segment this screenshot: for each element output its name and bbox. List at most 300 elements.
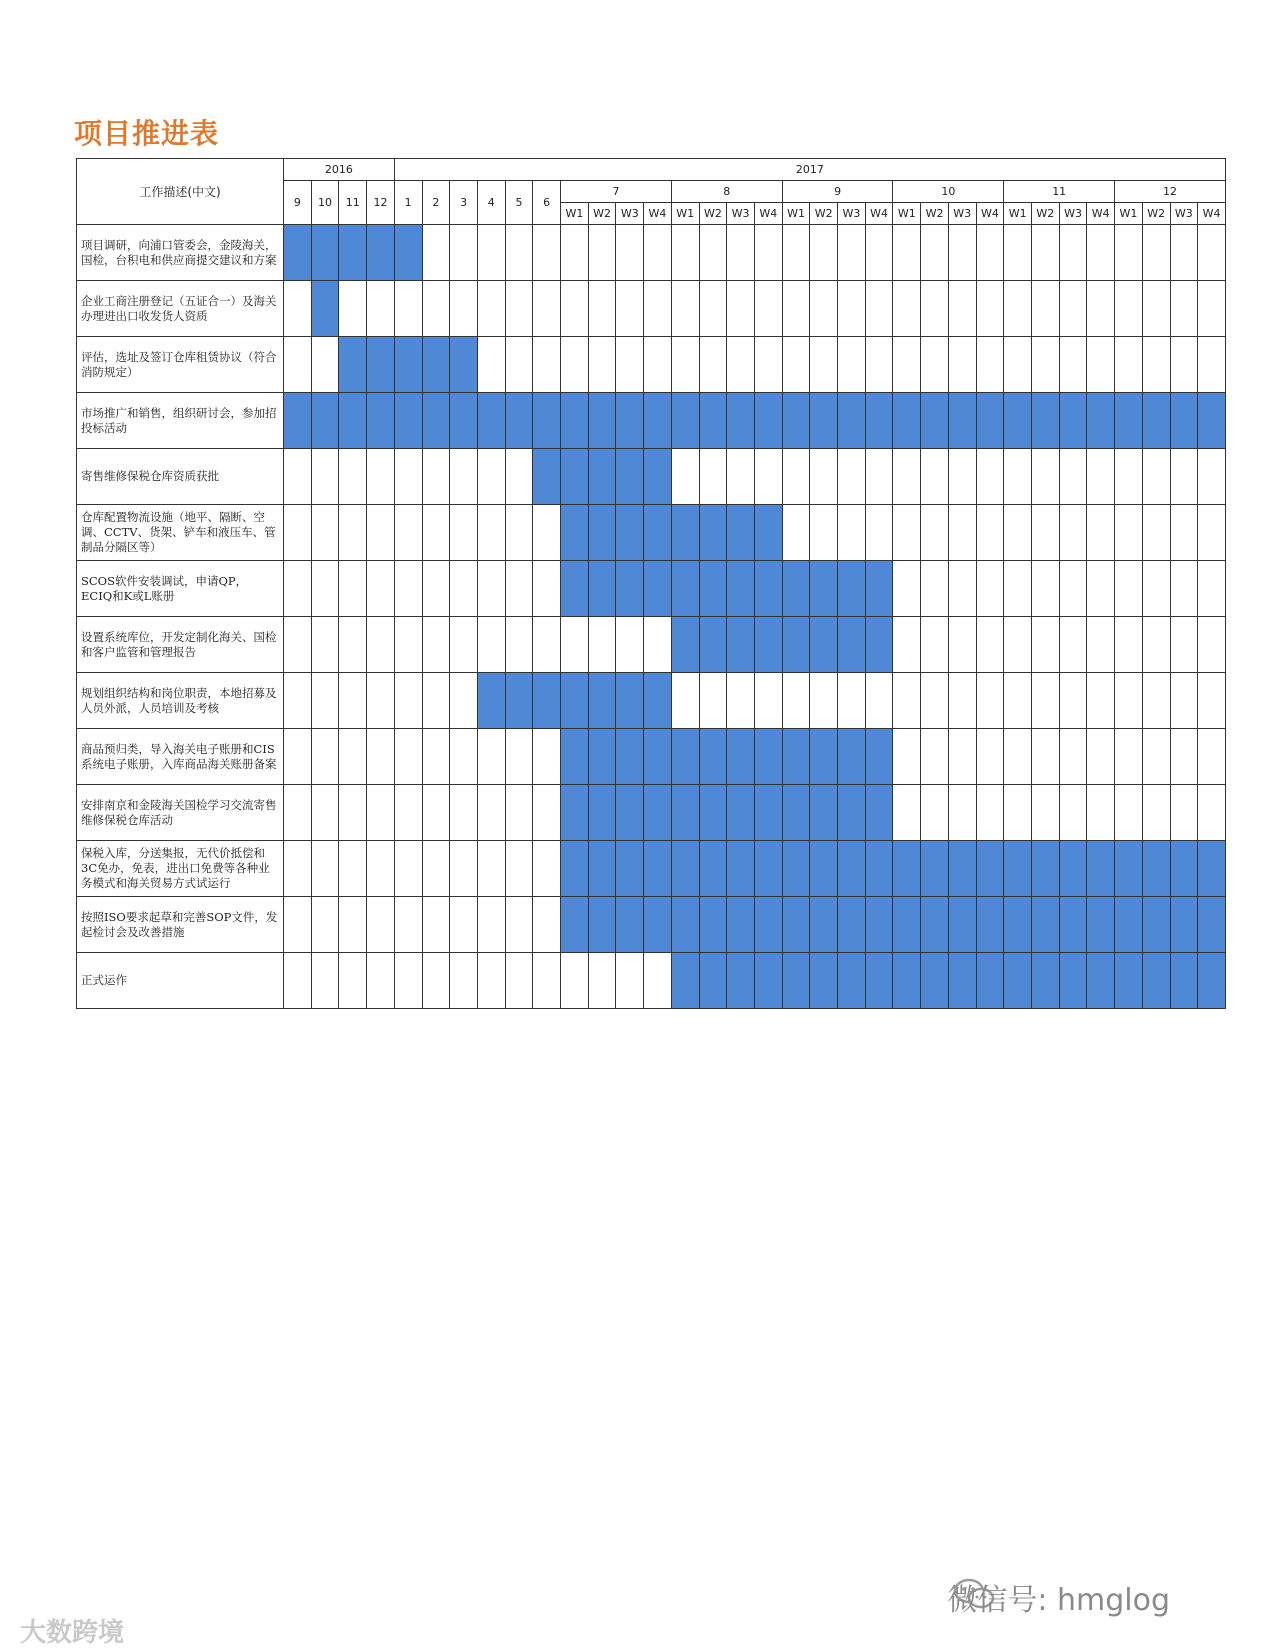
gantt-bar-cell <box>339 225 367 281</box>
gantt-empty-cell <box>1087 729 1115 785</box>
gantt-bar-cell <box>311 281 339 337</box>
gantt-empty-cell <box>284 337 312 393</box>
gantt-empty-cell <box>1115 505 1143 561</box>
gantt-bar-cell <box>339 393 367 449</box>
gantt-empty-cell <box>505 225 533 281</box>
gantt-empty-cell <box>1031 561 1059 617</box>
gantt-bar-cell <box>838 897 866 953</box>
gantt-empty-cell <box>394 505 422 561</box>
gantt-bar-cell <box>561 729 589 785</box>
gantt-empty-cell <box>422 841 450 897</box>
gantt-empty-cell <box>1170 337 1198 393</box>
gantt-empty-cell <box>1198 505 1226 561</box>
gantt-empty-cell <box>644 953 672 1009</box>
gantt-empty-cell <box>394 281 422 337</box>
gantt-empty-cell <box>339 953 367 1009</box>
gantt-empty-cell <box>1170 617 1198 673</box>
gantt-bar-cell <box>1115 897 1143 953</box>
gantt-empty-cell <box>588 225 616 281</box>
gantt-empty-cell <box>394 953 422 1009</box>
gantt-empty-cell <box>284 841 312 897</box>
gantt-bar-cell <box>1142 953 1170 1009</box>
gantt-empty-cell <box>616 617 644 673</box>
gantt-empty-cell <box>1087 673 1115 729</box>
gantt-empty-cell <box>921 785 949 841</box>
gantt-bar-cell <box>644 561 672 617</box>
gantt-bar-cell <box>561 785 589 841</box>
month-header: 5 <box>505 181 533 225</box>
gantt-empty-cell <box>450 449 478 505</box>
gantt-empty-cell <box>367 673 395 729</box>
month-header: 7 <box>561 181 672 203</box>
month-header: 11 <box>1004 181 1115 203</box>
gantt-bar-cell <box>810 897 838 953</box>
gantt-empty-cell <box>311 505 339 561</box>
gantt-empty-cell <box>450 897 478 953</box>
gantt-empty-cell <box>948 505 976 561</box>
gantt-empty-cell <box>561 617 589 673</box>
gantt-empty-cell <box>1004 561 1032 617</box>
gantt-empty-cell <box>533 281 561 337</box>
gantt-bar-cell <box>394 393 422 449</box>
gantt-empty-cell <box>505 729 533 785</box>
gantt-bar-cell <box>865 393 893 449</box>
gantt-empty-cell <box>865 225 893 281</box>
gantt-empty-cell <box>1142 729 1170 785</box>
gantt-empty-cell <box>505 785 533 841</box>
gantt-empty-cell <box>865 281 893 337</box>
gantt-bar-cell <box>616 785 644 841</box>
gantt-bar-cell <box>1115 393 1143 449</box>
gantt-empty-cell <box>339 841 367 897</box>
gantt-empty-cell <box>505 561 533 617</box>
gantt-empty-cell <box>533 785 561 841</box>
gantt-bar-cell <box>561 449 589 505</box>
gantt-bar-cell <box>699 561 727 617</box>
gantt-empty-cell <box>1087 505 1115 561</box>
gantt-empty-cell <box>422 281 450 337</box>
gantt-empty-cell <box>311 841 339 897</box>
gantt-empty-cell <box>422 505 450 561</box>
gantt-bar-cell <box>1004 393 1032 449</box>
gantt-bar-cell <box>644 897 672 953</box>
gantt-empty-cell <box>1004 729 1032 785</box>
gantt-bar-cell <box>422 337 450 393</box>
gantt-bar-cell <box>921 953 949 1009</box>
gantt-empty-cell <box>671 449 699 505</box>
task-row <box>77 897 1226 953</box>
gantt-bar-cell <box>1059 953 1087 1009</box>
gantt-empty-cell <box>367 785 395 841</box>
gantt-empty-cell <box>367 449 395 505</box>
gantt-empty-cell <box>1142 337 1170 393</box>
gantt-empty-cell <box>1059 449 1087 505</box>
gantt-empty-cell <box>1059 281 1087 337</box>
gantt-empty-cell <box>339 785 367 841</box>
gantt-bar-cell <box>671 561 699 617</box>
gantt-empty-cell <box>921 561 949 617</box>
gantt-bar-cell <box>561 393 589 449</box>
gantt-empty-cell <box>1087 337 1115 393</box>
week-header: W3 <box>1170 203 1198 225</box>
month-header: 12 <box>367 181 395 225</box>
week-header: W2 <box>699 203 727 225</box>
gantt-empty-cell <box>921 281 949 337</box>
gantt-empty-cell <box>450 953 478 1009</box>
gantt-empty-cell <box>533 897 561 953</box>
gantt-bar-cell <box>1087 841 1115 897</box>
task-description: 项目调研，向浦口管委会，金陵海关，国检，台积电和供应商提交建议和方案 <box>77 225 284 281</box>
gantt-empty-cell <box>1031 505 1059 561</box>
brand-logo-text: 大数跨境 <box>20 1618 125 1648</box>
gantt-empty-cell <box>810 281 838 337</box>
gantt-bar-cell <box>671 729 699 785</box>
gantt-empty-cell <box>339 729 367 785</box>
gantt-bar-cell <box>477 673 505 729</box>
gantt-bar-cell <box>1059 841 1087 897</box>
gantt-bar-cell <box>533 673 561 729</box>
gantt-empty-cell <box>505 449 533 505</box>
gantt-bar-cell <box>644 449 672 505</box>
gantt-empty-cell <box>810 505 838 561</box>
gantt-bar-cell <box>1142 393 1170 449</box>
gantt-empty-cell <box>284 729 312 785</box>
gantt-empty-cell <box>477 953 505 1009</box>
gantt-bar-cell <box>533 449 561 505</box>
gantt-empty-cell <box>644 281 672 337</box>
gantt-empty-cell <box>1170 785 1198 841</box>
gantt-empty-cell <box>450 561 478 617</box>
week-header: W4 <box>644 203 672 225</box>
gantt-empty-cell <box>644 617 672 673</box>
gantt-empty-cell <box>367 953 395 1009</box>
week-header: W4 <box>976 203 1004 225</box>
gantt-bar-cell <box>865 561 893 617</box>
gantt-empty-cell <box>1170 505 1198 561</box>
gantt-bar-cell <box>727 617 755 673</box>
gantt-empty-cell <box>505 841 533 897</box>
gantt-bar-cell <box>422 393 450 449</box>
gantt-empty-cell <box>477 785 505 841</box>
gantt-bar-cell <box>921 897 949 953</box>
gantt-empty-cell <box>782 281 810 337</box>
gantt-bar-cell <box>810 953 838 1009</box>
gantt-empty-cell <box>948 617 976 673</box>
gantt-bar-cell <box>367 393 395 449</box>
gantt-empty-cell <box>1142 281 1170 337</box>
gantt-bar-cell <box>644 785 672 841</box>
gantt-bar-cell <box>782 393 810 449</box>
gantt-empty-cell <box>533 953 561 1009</box>
gantt-empty-cell <box>339 281 367 337</box>
gantt-empty-cell <box>727 225 755 281</box>
gantt-bar-cell <box>671 785 699 841</box>
gantt-empty-cell <box>727 281 755 337</box>
gantt-empty-cell <box>422 729 450 785</box>
gantt-empty-cell <box>1170 225 1198 281</box>
gantt-empty-cell <box>699 337 727 393</box>
gantt-empty-cell <box>1115 225 1143 281</box>
gantt-empty-cell <box>1170 449 1198 505</box>
gantt-empty-cell <box>588 617 616 673</box>
month-header: 9 <box>284 181 312 225</box>
gantt-empty-cell <box>1115 449 1143 505</box>
year-header-2017: 2017 <box>394 159 1225 181</box>
gantt-empty-cell <box>865 505 893 561</box>
gantt-bar-cell <box>1087 953 1115 1009</box>
gantt-bar-cell <box>561 897 589 953</box>
gantt-empty-cell <box>311 449 339 505</box>
gantt-bar-cell <box>671 505 699 561</box>
gantt-empty-cell <box>782 673 810 729</box>
gantt-bar-cell <box>588 729 616 785</box>
gantt-bar-cell <box>284 393 312 449</box>
gantt-bar-cell <box>450 337 478 393</box>
gantt-empty-cell <box>561 337 589 393</box>
gantt-empty-cell <box>893 561 921 617</box>
gantt-empty-cell <box>1170 561 1198 617</box>
gantt-empty-cell <box>1087 281 1115 337</box>
gantt-bar-cell <box>921 841 949 897</box>
gantt-empty-cell <box>1198 449 1226 505</box>
gantt-empty-cell <box>284 281 312 337</box>
month-header: 9 <box>782 181 893 203</box>
gantt-empty-cell <box>311 673 339 729</box>
gantt-empty-cell <box>1115 561 1143 617</box>
gantt-empty-cell <box>505 897 533 953</box>
gantt-empty-cell <box>948 561 976 617</box>
gantt-bar-cell <box>1170 953 1198 1009</box>
gantt-empty-cell <box>893 449 921 505</box>
gantt-bar-cell <box>616 393 644 449</box>
gantt-bar-cell <box>976 841 1004 897</box>
gantt-empty-cell <box>1059 729 1087 785</box>
gantt-empty-cell <box>588 953 616 1009</box>
gantt-bar-cell <box>588 561 616 617</box>
gantt-bar-cell <box>394 337 422 393</box>
gantt-bar-cell <box>505 673 533 729</box>
gantt-bar-cell <box>754 561 782 617</box>
week-header: W1 <box>671 203 699 225</box>
gantt-bar-cell <box>699 393 727 449</box>
gantt-bar-cell <box>561 841 589 897</box>
gantt-empty-cell <box>1059 337 1087 393</box>
gantt-empty-cell <box>893 505 921 561</box>
gantt-bar-cell <box>810 785 838 841</box>
gantt-bar-cell <box>838 729 866 785</box>
gantt-empty-cell <box>1004 617 1032 673</box>
gantt-empty-cell <box>1004 337 1032 393</box>
gantt-bar-cell <box>588 785 616 841</box>
gantt-empty-cell <box>699 281 727 337</box>
gantt-empty-cell <box>284 617 312 673</box>
gantt-empty-cell <box>1198 673 1226 729</box>
gantt-empty-cell <box>367 561 395 617</box>
desc-column-header: 工作描述(中文) <box>77 159 284 225</box>
gantt-empty-cell <box>588 337 616 393</box>
gantt-bar-cell <box>1170 897 1198 953</box>
page-title: 项目推进表 <box>74 117 220 150</box>
gantt-empty-cell <box>450 617 478 673</box>
month-header: 8 <box>671 181 782 203</box>
gantt-empty-cell <box>810 673 838 729</box>
gantt-bar-cell <box>644 673 672 729</box>
gantt-empty-cell <box>921 505 949 561</box>
gantt-empty-cell <box>671 337 699 393</box>
gantt-bar-cell <box>699 729 727 785</box>
gantt-empty-cell <box>671 673 699 729</box>
gantt-bar-cell <box>616 449 644 505</box>
gantt-bar-cell <box>782 953 810 1009</box>
gantt-empty-cell <box>477 225 505 281</box>
week-header: W2 <box>1031 203 1059 225</box>
gantt-bar-cell <box>976 393 1004 449</box>
week-header: W1 <box>893 203 921 225</box>
gantt-bar-cell <box>865 617 893 673</box>
gantt-empty-cell <box>921 449 949 505</box>
gantt-empty-cell <box>1031 449 1059 505</box>
gantt-empty-cell <box>505 281 533 337</box>
gantt-empty-cell <box>477 337 505 393</box>
gantt-bar-cell <box>754 953 782 1009</box>
gantt-empty-cell <box>810 337 838 393</box>
gantt-empty-cell <box>782 505 810 561</box>
gantt-empty-cell <box>477 505 505 561</box>
gantt-empty-cell <box>838 281 866 337</box>
gantt-empty-cell <box>948 673 976 729</box>
gantt-empty-cell <box>477 729 505 785</box>
gantt-bar-cell <box>810 561 838 617</box>
gantt-empty-cell <box>893 281 921 337</box>
brand-logo <box>20 1612 124 1649</box>
gantt-bar-cell <box>561 673 589 729</box>
gantt-empty-cell <box>948 449 976 505</box>
gantt-empty-cell <box>561 225 589 281</box>
gantt-empty-cell <box>450 505 478 561</box>
gantt-empty-cell <box>1087 617 1115 673</box>
gantt-empty-cell <box>865 673 893 729</box>
gantt-bar-cell <box>1004 897 1032 953</box>
gantt-bar-cell <box>1170 393 1198 449</box>
watermark-text: 微信号: hmglog <box>947 1583 1170 1618</box>
week-header: W4 <box>754 203 782 225</box>
gantt-empty-cell <box>1142 561 1170 617</box>
gantt-empty-cell <box>394 841 422 897</box>
gantt-bar-cell <box>1059 897 1087 953</box>
gantt-empty-cell <box>1142 449 1170 505</box>
gantt-empty-cell <box>477 617 505 673</box>
gantt-empty-cell <box>1031 337 1059 393</box>
gantt-empty-cell <box>948 281 976 337</box>
month-header: 3 <box>450 181 478 225</box>
gantt-bar-cell <box>588 505 616 561</box>
gantt-bar-cell <box>699 617 727 673</box>
gantt-empty-cell <box>1170 281 1198 337</box>
gantt-empty-cell <box>311 897 339 953</box>
gantt-empty-cell <box>1087 449 1115 505</box>
task-row <box>77 337 1226 393</box>
gantt-bar-cell <box>588 673 616 729</box>
gantt-empty-cell <box>533 225 561 281</box>
gantt-empty-cell <box>284 953 312 1009</box>
gantt-empty-cell <box>1004 505 1032 561</box>
week-header: W4 <box>865 203 893 225</box>
gantt-empty-cell <box>616 281 644 337</box>
gantt-bar-cell <box>727 505 755 561</box>
week-header: W2 <box>921 203 949 225</box>
task-row <box>77 561 1226 617</box>
gantt-empty-cell <box>367 729 395 785</box>
gantt-empty-cell <box>1115 729 1143 785</box>
gantt-empty-cell <box>948 785 976 841</box>
task-description: 评估，选址及签订仓库租赁协议（符合消防规定） <box>77 337 284 393</box>
gantt-empty-cell <box>367 281 395 337</box>
gantt-bar-cell <box>616 729 644 785</box>
gantt-bar-cell <box>865 785 893 841</box>
gantt-empty-cell <box>782 449 810 505</box>
gantt-empty-cell <box>422 449 450 505</box>
gantt-empty-cell <box>284 449 312 505</box>
gantt-bar-cell <box>1031 841 1059 897</box>
gantt-empty-cell <box>754 449 782 505</box>
gantt-bar-cell <box>976 953 1004 1009</box>
task-description: 规划组织结构和岗位职责，本地招募及人员外派，人员培训及考核 <box>77 673 284 729</box>
gantt-bar-cell <box>699 953 727 1009</box>
gantt-empty-cell <box>1142 785 1170 841</box>
gantt-empty-cell <box>1142 617 1170 673</box>
task-row <box>77 505 1226 561</box>
gantt-bar-cell <box>782 785 810 841</box>
gantt-bar-cell <box>838 841 866 897</box>
gantt-bar-cell <box>588 449 616 505</box>
week-header: W3 <box>838 203 866 225</box>
gantt-bar-cell <box>921 393 949 449</box>
gantt-bar-cell <box>671 953 699 1009</box>
gantt-empty-cell <box>754 281 782 337</box>
gantt-empty-cell <box>1031 785 1059 841</box>
gantt-bar-cell <box>1198 953 1226 1009</box>
gantt-empty-cell <box>782 225 810 281</box>
gantt-empty-cell <box>367 617 395 673</box>
gantt-bar-cell <box>782 729 810 785</box>
gantt-empty-cell <box>477 841 505 897</box>
gantt-empty-cell <box>339 561 367 617</box>
task-row <box>77 617 1226 673</box>
gantt-empty-cell <box>810 449 838 505</box>
gantt-empty-cell <box>1115 281 1143 337</box>
week-header: W4 <box>1087 203 1115 225</box>
gantt-empty-cell <box>616 953 644 1009</box>
gantt-empty-cell <box>505 337 533 393</box>
gantt-empty-cell <box>948 729 976 785</box>
gantt-bar-cell <box>616 673 644 729</box>
gantt-empty-cell <box>533 841 561 897</box>
gantt-empty-cell <box>1059 617 1087 673</box>
gantt-empty-cell <box>394 561 422 617</box>
month-header: 4 <box>477 181 505 225</box>
task-row <box>77 225 1226 281</box>
gantt-bar-cell <box>588 393 616 449</box>
gantt-empty-cell <box>422 673 450 729</box>
gantt-bar-cell <box>838 561 866 617</box>
gantt-empty-cell <box>339 505 367 561</box>
gantt-empty-cell <box>477 897 505 953</box>
gantt-bar-cell <box>1004 841 1032 897</box>
gantt-bar-cell <box>865 953 893 1009</box>
task-description: 企业工商注册登记（五证合一）及海关办理进出口收发货人资质 <box>77 281 284 337</box>
gantt-bar-cell <box>727 729 755 785</box>
gantt-bar-cell <box>754 729 782 785</box>
